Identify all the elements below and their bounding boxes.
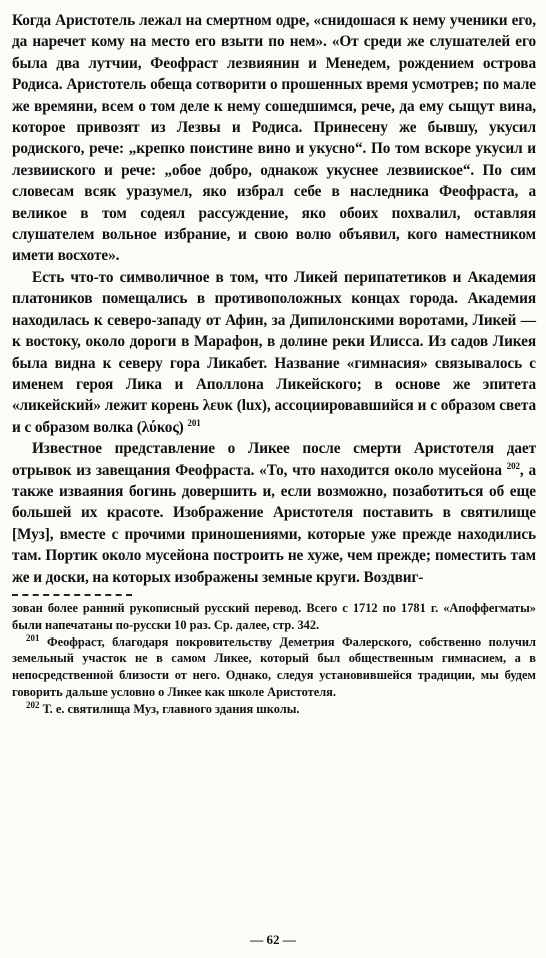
main-text (12, 10, 536, 588)
footnotes (12, 600, 536, 718)
footnote-separator (12, 594, 132, 596)
paragraph-3-text-b: , а также изваяния богинь довершить и, если возможно, позаботиться об еще большей их красоте. Изображение Аристотеля поставить в святилище [Муз], вместе с прочими приношениями, которые уже прежде находились там. Портик около мусейона построить не хуже, чем прежде; поместить там же и доски, на которых изображены земные круги. Воздвиг- (12, 461, 536, 586)
page (12, 10, 536, 718)
note-ref-201: 201 (187, 417, 201, 428)
footnote-202 (12, 701, 536, 718)
paragraph-1: Когда Аристотель лежал на смертном одре, «снидошася к нему ученики его, да наречет кому на место его взыти по нем». «От среди же слушателей его была два лутчии, Феофраст лезвиянин и Менедем, рождением острова Родиса. Аристотель обеща сотворити о прошенных время усмотрев; по мале же времяни, всем о том деле к нему сошедшимся, рече, да ему сыщут вина, которое привозят из Лезвы и Родиса. Принесену же бывшу, укусил родиского, рече: „крепко поистине вино и укусно“. По том вскоре укусил и лезвииского и рече: „обое добро, однакож укуснее лезвииское“. По сим словесам всяк уразумел, яко избрал себе в наследника Феофраста, а великое в том содеял рассуждение, яко обоих похвалил, оставляя слушателем вольное избрание, и свою волю объявил, кого наместником имети восхоте». (12, 12, 536, 265)
note-ref-202: 202 (506, 460, 520, 471)
paragraph-2-text: Есть что-то символичное в том, что Ликей перипатетиков и Академия платоников помещались в противоположных концах города. Академия находилась к северо-западу от Афин, за Дипилонскими воротами, Ликей — к востоку, около дороги в Марафон, в долине реки Илисса. Из садов Ликея была видна к северу гора Ликабет. Название «гимнасия» связывалось с именем героя Лика и Аполлона Ликейского; в основе же эпитета «ликейский» лежит корень λευκ (lux), ассоциировавшийся и с образом света и с образом волка (λύκος) (12, 268, 536, 436)
footnote-201-text: Феофраст, благодаря покровительству Деметрия Фалерского, собственно получил земельный участок не в самом Ликее, который был общественным гимнасием, а в непосредственной близости от него. Однако, следуя установившейся традиции, мы будем говорить дальше условно о Ликее как школе Аристотеля. (12, 634, 536, 699)
page-number: — 62 — (250, 932, 296, 947)
paragraph-3 (12, 438, 536, 588)
footnote-mark-202: 202 (26, 699, 40, 710)
footnote-mark-201: 201 (26, 632, 40, 643)
footnote-continued: зован более ранний рукописный русский перевод. Всего с 1712 по 1781 г. «Апоффегматы» были напечатаны по-русски 10 раз. Ср. далее, стр. 342. (12, 600, 536, 632)
footnote-202-text: Т. е. святилища Муз, главного здания школы. (42, 701, 300, 716)
paragraph-3-text-a: Известное представление о Ликее после смерти Аристотеля дает отрывок из завещания Феофраста. «То, что находится около мусейона (12, 440, 536, 479)
footnote-201 (12, 634, 536, 701)
paragraph-2 (12, 267, 536, 438)
